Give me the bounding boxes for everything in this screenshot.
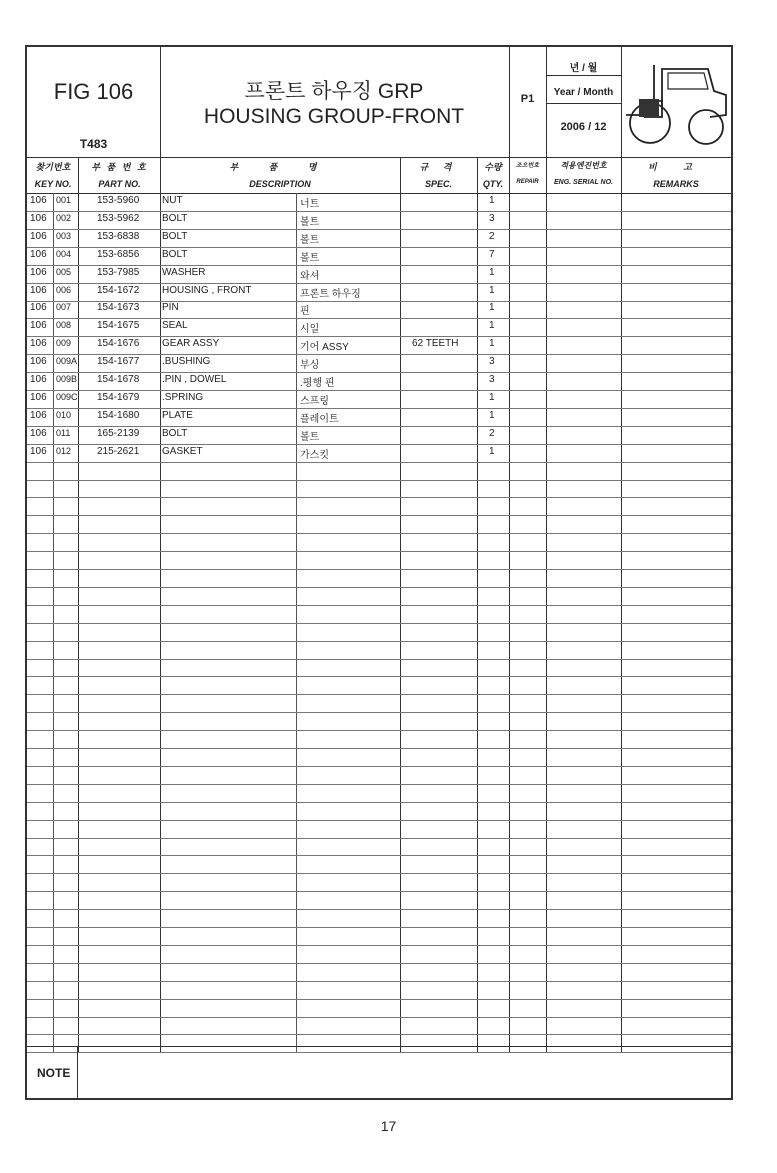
- description-en-cell: GEAR ASSY: [162, 338, 220, 350]
- empty-row: [27, 855, 731, 874]
- empty-row: [27, 587, 731, 606]
- table-row: [27, 247, 731, 266]
- description-ko-cell: 프론트 하우징: [300, 288, 361, 300]
- figure-number: FIG 106: [53, 79, 134, 104]
- part-number-cell: 215-2621: [97, 445, 140, 457]
- description-ko-cell: 볼트: [300, 431, 320, 443]
- key-cell: 010: [56, 409, 72, 420]
- description-en-cell: .SPRING: [162, 391, 204, 403]
- qty-cell: 1: [489, 391, 495, 403]
- description-en-cell: HOUSING , FRONT: [162, 284, 252, 296]
- description-en-cell: .PIN , DOWEL: [162, 374, 227, 385]
- model-code: T483: [79, 137, 108, 151]
- col-remarks-en: REMARKS: [653, 179, 699, 189]
- empty-row: [27, 712, 731, 731]
- part-number-cell: 153-5960: [97, 195, 140, 206]
- table-row: [27, 300, 731, 319]
- table-row: [27, 318, 731, 337]
- empty-row: [27, 891, 731, 910]
- description-en-cell: NUT: [162, 195, 183, 206]
- description-en-cell: BOLT: [162, 212, 188, 224]
- empty-row: [27, 462, 731, 481]
- empty-row: [27, 694, 731, 713]
- tractor-icon: [622, 51, 730, 151]
- description-en-cell: BOLT: [162, 230, 188, 242]
- qty-cell: 7: [489, 248, 495, 260]
- key-cell: 009: [56, 338, 72, 349]
- col-serial-ko: 적용엔진번호: [560, 161, 607, 170]
- key-cell: 009B: [56, 374, 78, 384]
- spec-cell: 62 TEETH: [412, 338, 459, 350]
- empty-row: [27, 730, 731, 749]
- key-cell: 001: [56, 195, 72, 205]
- empty-row: [27, 837, 731, 856]
- fig-cell: 106: [30, 320, 47, 332]
- description-ko-cell: 부싱: [300, 360, 320, 372]
- col-spec-en: SPEC.: [424, 179, 452, 189]
- sheet-header: [27, 47, 731, 158]
- table-row: [27, 336, 731, 355]
- table-row: [27, 426, 731, 445]
- empty-row: [27, 873, 731, 892]
- description-ko-cell: 플레이트: [300, 413, 339, 425]
- note-label: NOTE: [37, 1066, 71, 1080]
- part-number-cell: 153-6838: [97, 230, 140, 242]
- part-number-cell: 153-6856: [97, 248, 140, 260]
- page-code-box: [509, 47, 546, 157]
- table-row: [27, 193, 731, 212]
- key-cell: 009C: [56, 391, 78, 402]
- col-remarks-ko: 비 고: [648, 162, 704, 172]
- qty-cell: 2: [489, 230, 495, 242]
- table-row: [27, 354, 731, 373]
- part-number-cell: 154-1673: [97, 302, 140, 314]
- description-ko-cell: 스프링: [300, 395, 329, 407]
- empty-row: [27, 623, 731, 642]
- key-cell: 004: [56, 248, 72, 259]
- empty-row: [27, 515, 731, 534]
- description-ko-cell: 와셔: [300, 270, 320, 282]
- year-month-en: Year / Month: [553, 87, 614, 98]
- qty-cell: 3: [489, 356, 495, 368]
- part-number-cell: 153-5962: [97, 212, 140, 224]
- col-spec-ko: 규 격: [419, 162, 458, 172]
- fig-cell: 106: [30, 409, 47, 421]
- empty-row: [27, 981, 731, 1000]
- note-box: [27, 1046, 731, 1099]
- column-header: [27, 157, 731, 194]
- description-en-cell: BOLT: [162, 248, 188, 260]
- fig-cell: 106: [30, 212, 47, 224]
- empty-row: [27, 533, 731, 552]
- fig-cell: 106: [30, 230, 47, 242]
- qty-cell: 3: [489, 374, 495, 385]
- key-cell: 009A: [56, 356, 78, 367]
- qty-cell: 1: [489, 284, 495, 296]
- fig-cell: 106: [30, 356, 47, 368]
- description-en-cell: GASKET: [162, 445, 203, 457]
- key-cell: 007: [56, 302, 72, 313]
- fig-cell: 106: [30, 445, 47, 457]
- fig-cell: 106: [30, 302, 47, 314]
- key-cell: 005: [56, 266, 72, 277]
- parts-sheet: [25, 45, 733, 1100]
- qty-cell: 1: [489, 195, 495, 206]
- description-en-cell: WASHER: [162, 266, 206, 278]
- empty-row: [27, 569, 731, 588]
- description-ko-cell: 가스킷: [300, 449, 329, 461]
- part-number-cell: 154-1672: [97, 284, 140, 296]
- table-row: [27, 211, 731, 230]
- fig-cell: 106: [30, 248, 47, 260]
- empty-row: [27, 676, 731, 695]
- fig-cell: 106: [30, 195, 47, 206]
- description-en-cell: .BUSHING: [162, 356, 211, 368]
- description-ko-cell: 너트: [300, 199, 320, 210]
- empty-row: [27, 927, 731, 946]
- col-key-ko: 찾기번호: [35, 162, 71, 172]
- title-box: [160, 47, 508, 157]
- part-number-cell: 154-1678: [97, 374, 140, 385]
- part-number-cell: 154-1676: [97, 338, 140, 350]
- description-en-cell: PIN: [162, 302, 179, 314]
- empty-row: [27, 551, 731, 570]
- fig-cell: 106: [30, 284, 47, 296]
- fig-cell: 106: [30, 374, 47, 385]
- title-english: HOUSING GROUP-FRONT: [203, 105, 465, 128]
- title-korean: 프론트 하우징 GRP: [244, 80, 424, 103]
- part-number-cell: 154-1680: [97, 409, 140, 421]
- fig-cell: 106: [30, 391, 47, 403]
- empty-row: [27, 658, 731, 677]
- table-row: [27, 229, 731, 248]
- part-number-cell: 154-1675: [97, 320, 140, 332]
- description-ko-cell: 볼트: [300, 252, 320, 264]
- description-en-cell: SEAL: [162, 320, 188, 332]
- empty-row: [27, 766, 731, 785]
- fig-cell: 106: [30, 427, 47, 439]
- table-row: [27, 408, 731, 427]
- part-number-cell: 165-2139: [97, 427, 140, 439]
- col-part-en: PART NO.: [98, 179, 141, 189]
- empty-row: [27, 479, 731, 498]
- empty-row: [27, 1016, 731, 1035]
- table-row: [27, 372, 731, 391]
- col-qty-en: QTY.: [482, 179, 504, 189]
- table-row: [27, 283, 731, 302]
- empty-row: [27, 999, 731, 1018]
- qty-cell: 1: [489, 338, 495, 350]
- empty-row: [27, 641, 731, 660]
- col-part-ko: 부 품 번 호: [91, 162, 148, 172]
- qty-cell: 1: [489, 320, 495, 332]
- key-cell: 011: [56, 427, 71, 438]
- empty-row: [27, 963, 731, 982]
- part-number-cell: 153-7985: [97, 266, 140, 278]
- description-en-cell: PLATE: [162, 409, 193, 421]
- key-cell: 002: [56, 212, 72, 223]
- description-ko-cell: 시일: [300, 324, 320, 336]
- figure-box: [27, 47, 160, 157]
- key-cell: 006: [56, 284, 72, 295]
- qty-cell: 3: [489, 212, 495, 224]
- year-month-ko: 년 / 월: [569, 63, 598, 74]
- empty-row: [27, 820, 731, 839]
- date-box: [546, 47, 621, 157]
- col-key-en: KEY NO.: [34, 179, 72, 189]
- col-serial-en: ENG. SERIAL NO.: [554, 179, 613, 186]
- empty-row: [27, 802, 731, 821]
- col-desc-en: DESCRIPTION: [249, 179, 311, 189]
- page-number: 17: [380, 1118, 397, 1134]
- empty-row: [27, 784, 731, 803]
- page-code: P1: [520, 93, 535, 105]
- qty-cell: 1: [489, 302, 495, 314]
- col-repair-en: REPAIR: [516, 179, 539, 185]
- col-desc-ko: 부 품 명: [229, 162, 331, 172]
- empty-row: [27, 748, 731, 767]
- qty-cell: 1: [489, 409, 495, 421]
- qty-cell: 1: [489, 445, 495, 457]
- part-number-cell: 154-1679: [97, 391, 140, 403]
- part-number-cell: 154-1677: [97, 356, 140, 368]
- empty-row: [27, 605, 731, 624]
- fig-cell: 106: [30, 266, 47, 278]
- issue-date: 2006 / 12: [560, 121, 607, 133]
- col-repair-ko: 조오번호: [515, 163, 540, 169]
- description-ko-cell: 핀: [300, 306, 310, 318]
- description-en-cell: BOLT: [162, 427, 188, 439]
- table-row: [27, 444, 731, 463]
- table-row: [27, 390, 731, 409]
- fig-cell: 106: [30, 338, 47, 350]
- description-ko-cell: .평행 핀: [300, 378, 335, 389]
- description-ko-cell: 기어 ASSY: [300, 342, 349, 354]
- description-ko-cell: 볼트: [300, 234, 320, 246]
- empty-row: [27, 497, 731, 516]
- key-cell: 008: [56, 320, 72, 331]
- empty-row: [27, 945, 731, 964]
- col-qty-ko: 수량: [484, 162, 502, 172]
- qty-cell: 2: [489, 427, 495, 439]
- key-cell: 012: [56, 445, 72, 456]
- description-ko-cell: 볼트: [300, 216, 320, 228]
- table-row: [27, 265, 731, 284]
- empty-row: [27, 909, 731, 928]
- key-cell: 003: [56, 230, 72, 241]
- qty-cell: 1: [489, 266, 495, 278]
